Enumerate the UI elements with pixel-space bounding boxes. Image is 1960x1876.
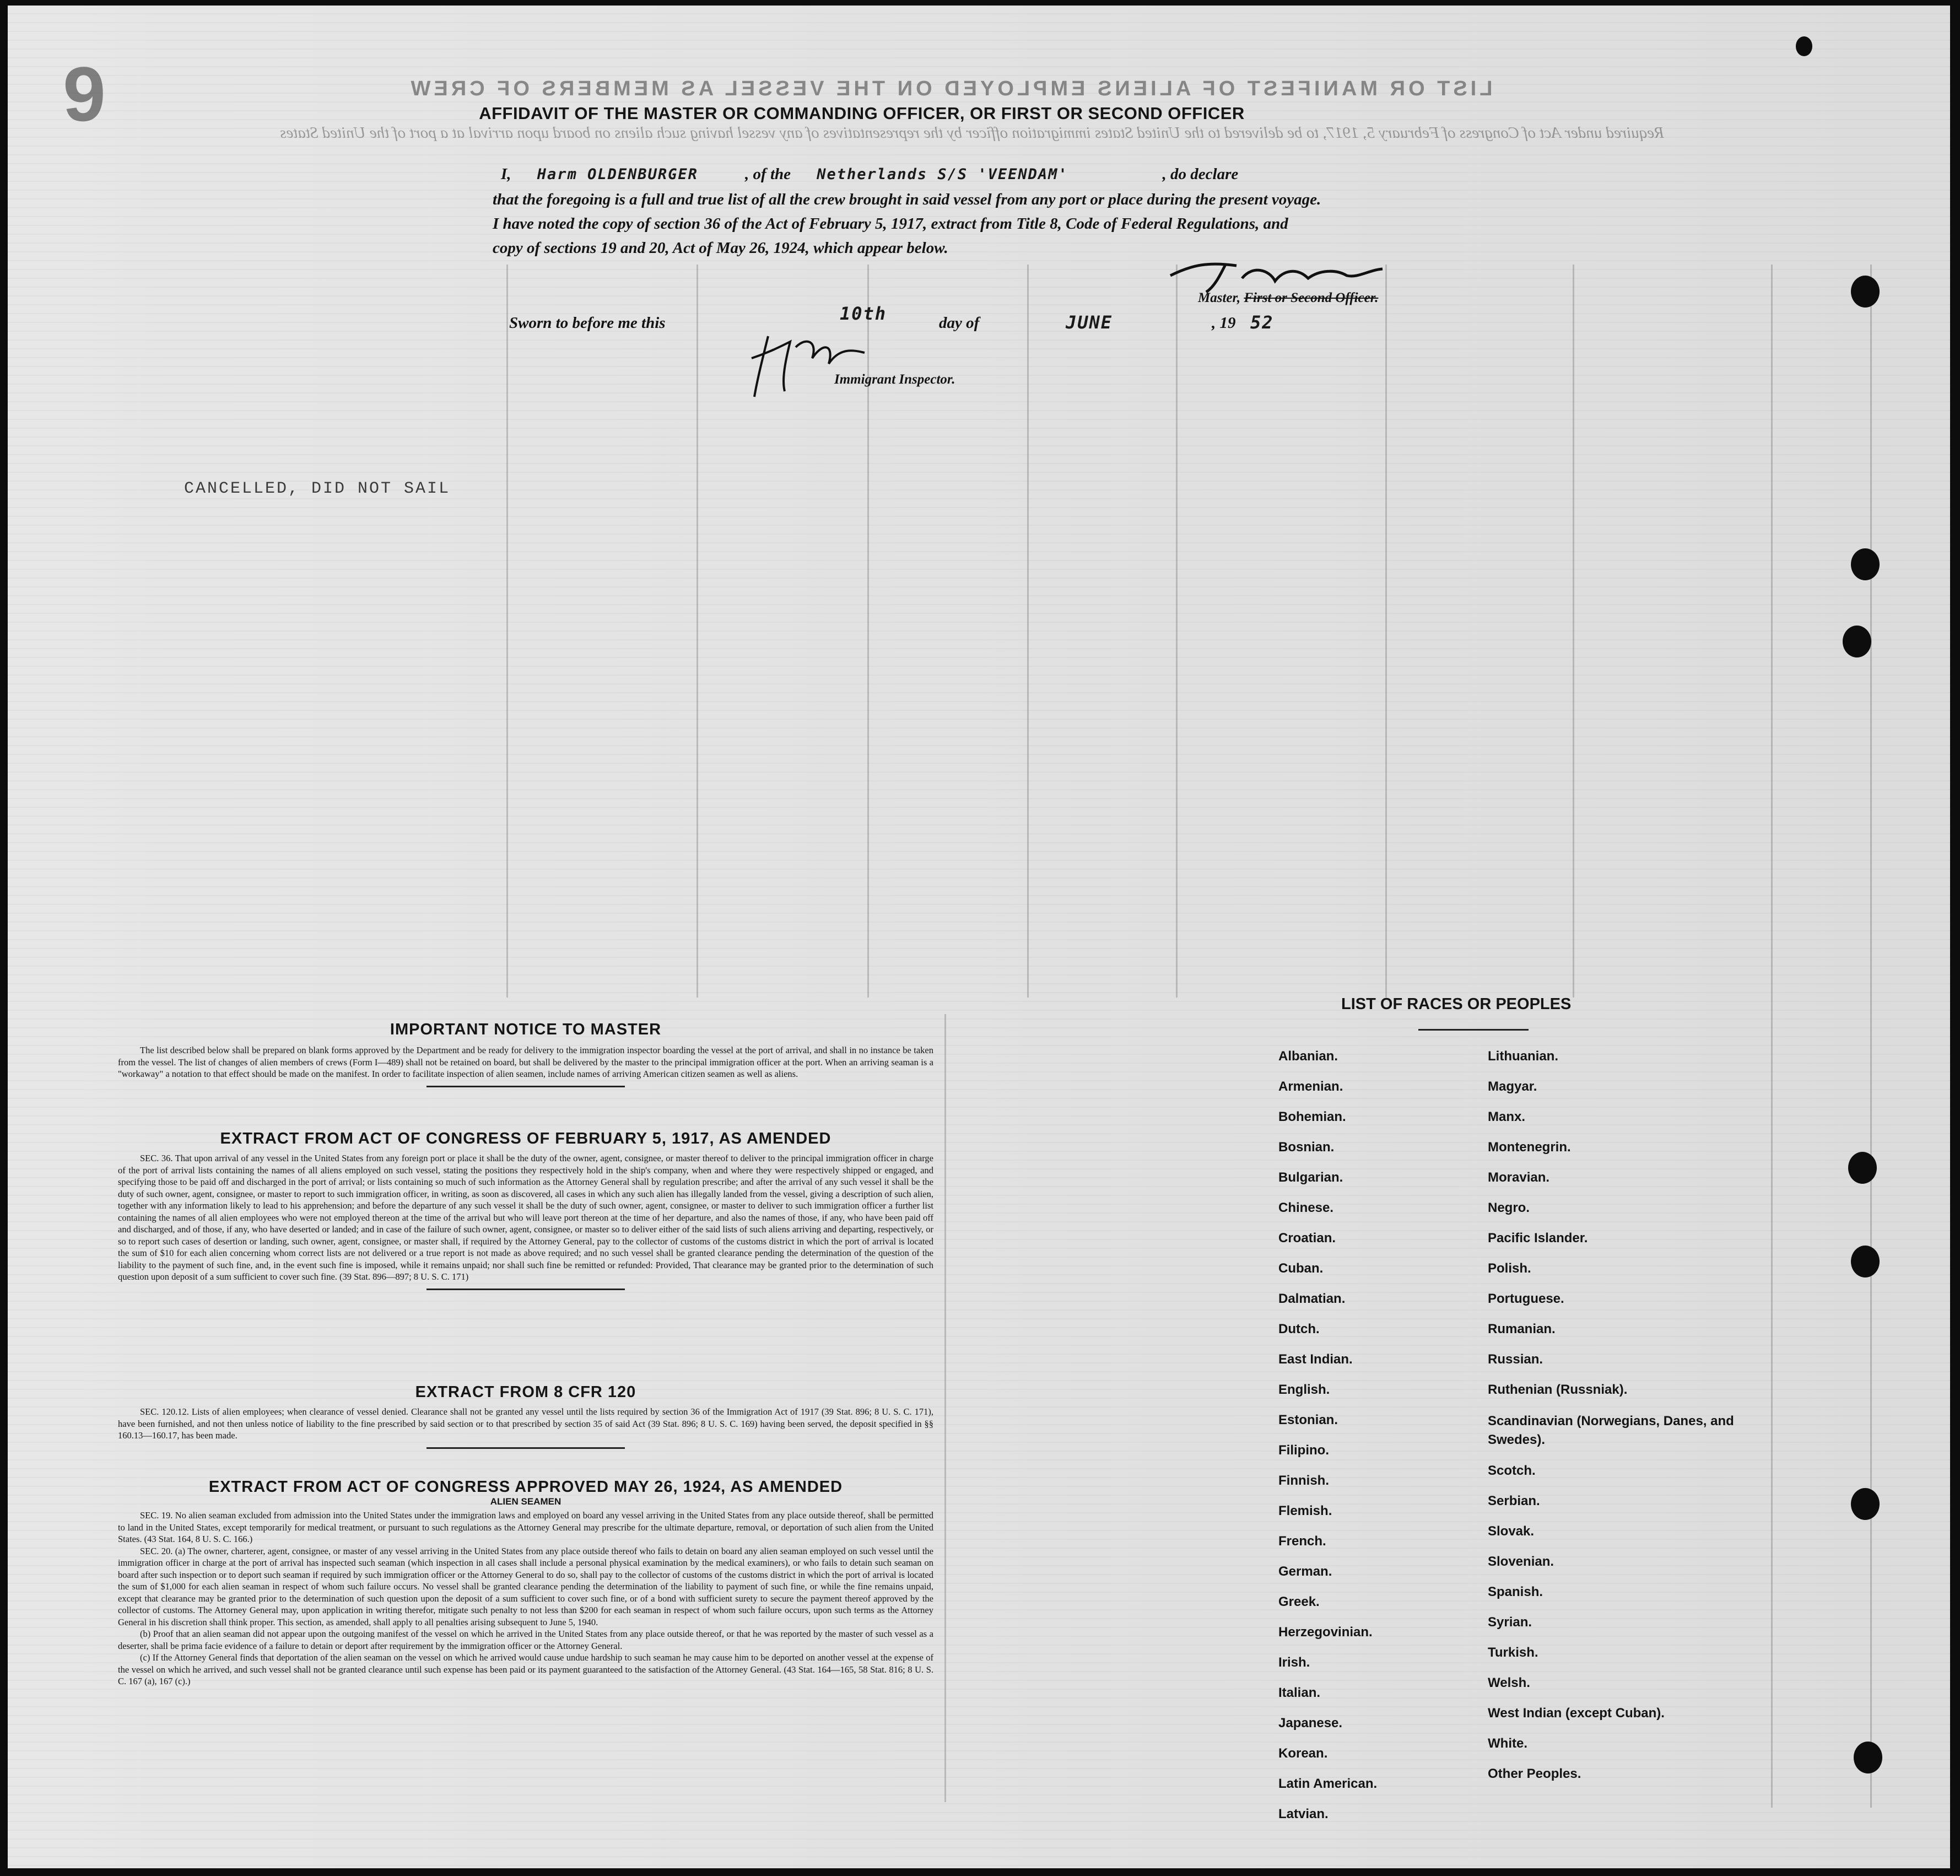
race-item: Finnish.	[1278, 1473, 1329, 1488]
column-rule	[944, 1014, 946, 1802]
race-item: Rumanian.	[1488, 1322, 1556, 1336]
race-item: Other Peoples.	[1488, 1766, 1581, 1781]
race-item: Portuguese.	[1488, 1291, 1564, 1306]
races-right-column	[1488, 1048, 1763, 1796]
punch-hole	[1851, 1488, 1880, 1520]
sworn-year-handwritten: 52	[1250, 312, 1274, 333]
punch-hole	[1851, 276, 1880, 308]
extract-cfr	[118, 1383, 933, 1453]
punch-hole	[1854, 1742, 1882, 1773]
race-item: Albanian.	[1278, 1049, 1338, 1064]
race-item: Chinese.	[1278, 1200, 1334, 1215]
mirrored-subheader-bleed: Required under Act of Congress of February 5, 1917, to be delivered to the United States immigration officer by the representatives of any vessel having such aliens on board upon arrival at a port of the United States	[280, 124, 1664, 142]
inspector-signature	[746, 325, 873, 402]
race-item: Cuban.	[1278, 1261, 1324, 1276]
affidavit-i: I,	[501, 165, 511, 183]
notice-to-master	[118, 1021, 933, 1092]
race-item: Italian.	[1278, 1685, 1321, 1700]
race-item: Scotch.	[1488, 1463, 1536, 1478]
extract-1924-sec19: SEC. 19. No alien seaman excluded from admission into the United States under the immigration laws and employed on board any vessel arriving in the United States from any place outside thereof, shall be permitted to land in the United States, except temporarily for medical treatment, or pursuant to such regulations as the Attorney General may prescribe for the ultimate departure, removal, or deportation of such alien from the United States. (43 Stat. 164, 8 U. S. C. 166.)	[118, 1510, 933, 1544]
races-left-column	[1278, 1048, 1377, 1836]
race-item: Irish.	[1278, 1655, 1310, 1670]
affidavit-line-3: I have noted the copy of section 36 of the Act of February 5, 1917, extract from Title 8, Code of Federal Regulations, and	[493, 215, 1288, 233]
extract-1924-subheading: ALIEN SEAMEN	[490, 1496, 561, 1507]
extract-1917-body: SEC. 36. That upon arrival of any vessel in the United States from any foreign port or place it shall be the duty of the owner, agent, consignee, or master thereof to deliver to the principal immigration officer in charge of the port of arrival lists containing the names of all aliens employed on such vessel, stating the positions they respectively hold in the ship's company, when and where they were respectively shipped or engaged, and specifying those to be paid off and discharged in the port of arrival; or lists containing so much of such information as the Attorney General shall by regulation prescribe; and after the arrival of any such vessel it shall be the duty of such owner, agent, consignee, or master to report to such immigration officer, in writing, as soon as discovered, all cases in which any such alien has illegally landed from the vessel, giving a description of such alien, together with any information likely to lead to his apprehension; and before the departure of any such vessel it shall be the duty of such owner, agent, consignee, or master to deliver to such immigration officer a further list containing the names of all alien employees who were not employed thereon at the time of the arrival but who will leave port thereon at the time of her departure, and also the names of those, if any, who have been paid off and discharged, and of those, if any, who have deserted or landed; and in case of the failure of such owner, agent, consignee, or master so to deliver either of the said lists of such aliens arriving and departing, respectively, or so to report such cases of desertion or landing, such owner, agent, consignee, or master shall, if required by the Attorney General, pay to the collector of customs of the customs district in which the port of arrival is located the sum of $10 for each alien concerning whom correct lists are not delivered or a true report is not made as above required; and no such vessel shall be granted clearance pending the determination of the question of the liability to the payment of such fine, and, in the event such fine is imposed, while it remains unpaid; nor shall such fine be remitted or refunded: Provided, That clearance may be granted prior to the determination of such question upon deposit of a sum sufficient to cover such fine. (39 Stat. 896—897; 8 U. S. C. 171)	[118, 1153, 933, 1282]
sworn-day-handwritten: 10th	[840, 303, 887, 324]
extract-1924-sec20a: SEC. 20. (a) The owner, charterer, agent, consignee, or master of any vessel arriving in the United States from any place outside thereof who fails to detain on board any alien seaman employed on such vessel until the immigration officer in charge at the port of arrival has inspected such seaman (which inspection in all cases shall include a personal physical examination by the medical examiners), or who fails to detain such seaman on board after such inspection or to deport such seaman if required by such immigration officer or the Attorney General to do so, shall pay to the collector of customs of the customs district in which the port of arrival is located the sum of $1,000 for each alien seaman in respect of whom such failure occurs. No vessel shall be granted clearance pending the determination of the liability to payment of such fine, or while the fine remains unpaid, except that clearance may be granted prior to the determination of such question upon the deposit of a sum sufficient to cover such fine, or of a bond with sufficient surety to secure the payment thereof approved by the collector of customs. The Attorney General may, upon application in writing therefor, mitigate such penalty to not less than $200 for each seaman in respect of whom such failure occurs, upon such terms as the Attorney General in his discretion shall think proper. This section, as amended, shall apply to all penalties arising subsequent to June 5, 1940.	[118, 1545, 933, 1627]
manifest-sheet	[8, 6, 1950, 1868]
race-item: Scandinavian (Norwegians, Danes, and Swedes).	[1488, 1414, 1734, 1447]
punch-hole	[1848, 1152, 1877, 1184]
race-item: Dalmatian.	[1278, 1291, 1346, 1306]
race-item: French.	[1278, 1534, 1326, 1549]
race-item: Japanese.	[1278, 1716, 1343, 1731]
race-item: Magyar.	[1488, 1079, 1537, 1094]
race-item: Slovak.	[1488, 1524, 1535, 1539]
vessel-name-handwritten: Netherlands S/S 'VEENDAM'	[817, 166, 1068, 183]
race-item: Turkish.	[1488, 1645, 1538, 1660]
race-item: Spanish.	[1488, 1584, 1543, 1599]
race-item: Welsh.	[1488, 1675, 1530, 1690]
section-divider	[426, 1289, 625, 1290]
punch-hole	[1851, 1246, 1880, 1277]
race-item: Korean.	[1278, 1746, 1328, 1761]
race-item: Pacific Islander.	[1488, 1231, 1588, 1246]
punch-hole	[1843, 626, 1871, 657]
race-item: English.	[1278, 1382, 1330, 1397]
affidavit-of-the: , of the	[745, 165, 791, 183]
extract-cfr-body: SEC. 120.12. Lists of alien employees; when clearance of vessel denied. Clearance shall not be granted any vessel until the lists required by section 36 of the Immigration Act of 1917 (39 Stat. 896; 8 U. S. C. 171), have been furnished, and not then unless notice of liability to the fine prescribed by said section or to that prescribed by section 35 of said Act (39 Stat. 896; 8 U. S. C. 169) having been served, the deposit specified in §§ 160.13—160.17, has been made.	[118, 1406, 933, 1441]
master-label-kept: Master,	[1198, 290, 1241, 305]
affidavit-line-4: copy of sections 19 and 20, Act of May 26, 1924, which appear below.	[493, 239, 948, 257]
sheet-number-bleed: 9	[63, 51, 106, 137]
sworn-day-of: day of	[939, 314, 980, 332]
extract-1917	[118, 1130, 933, 1295]
master-signature	[1159, 254, 1391, 295]
race-item: White.	[1488, 1736, 1527, 1751]
races-title: LIST OF RACES OR PEOPLES	[1341, 995, 1572, 1013]
race-item: Serbian.	[1488, 1494, 1540, 1508]
extract-1924-sec20c: (c) If the Attorney General finds that deportation of the alien seaman on the vessel on which he arrived would cause undue hardship to such seaman he may cause him to be deported on another vessel at the expense of the vessel on which he arrived, and such vessel shall not be granted clearance until such expense has been paid or its payment guaranteed to the satisfaction of the Attorney General. (43 Stat. 164—165, 58 Stat. 816; 8 U. S. C. 167 (a), 167 (c).)	[118, 1652, 933, 1686]
race-item: Herzegovinian.	[1278, 1625, 1373, 1640]
affidavit-line-1	[501, 165, 1482, 184]
sworn-prefix: Sworn to before me this	[509, 314, 666, 332]
cancelled-stamp: CANCELLED, DID NOT SAIL	[184, 479, 451, 498]
affidavit-title: AFFIDAVIT OF THE MASTER OR COMMANDING OFFICER, OR FIRST OR SECOND OFFICER	[479, 104, 1245, 123]
race-item: Russian.	[1488, 1352, 1543, 1367]
master-name-handwritten: Harm OLDENBURGER	[537, 166, 698, 183]
column-rule	[1176, 265, 1178, 998]
race-item: East Indian.	[1278, 1352, 1353, 1367]
punch-hole	[1796, 36, 1812, 56]
race-item: Ruthenian (Russniak).	[1488, 1382, 1628, 1397]
race-item: Negro.	[1488, 1200, 1530, 1215]
extract-cfr-heading: EXTRACT FROM 8 CFR 120	[415, 1383, 636, 1401]
column-rule	[1771, 265, 1773, 1808]
races-divider	[1418, 1029, 1529, 1031]
extract-1924-sec20b: (b) Proof that an alien seaman did not appear upon the outgoing manifest of the vessel on which he arrived in the United States from any place outside thereof, or that he was reported by the master of such vessel as a deserter, shall be prima facie evidence of a failure to detain or deport after requirement by the immigration officer or the Attorney General.	[118, 1629, 933, 1651]
inspector-label: Immigrant Inspector.	[834, 372, 955, 387]
extract-1924-heading: EXTRACT FROM ACT OF CONGRESS APPROVED MAY 26, 1924, AS AMENDED	[208, 1478, 843, 1496]
race-item: Montenegrin.	[1488, 1140, 1571, 1155]
section-divider	[426, 1086, 625, 1087]
race-item: Estonian.	[1278, 1413, 1338, 1427]
punch-hole	[1851, 548, 1880, 580]
extract-1924	[118, 1478, 933, 1688]
column-rule	[1385, 265, 1387, 998]
race-item: Polish.	[1488, 1261, 1531, 1276]
sworn-year-prefix: , 19	[1212, 314, 1236, 332]
race-item: Latvian.	[1278, 1807, 1329, 1821]
notice-body: The list described below shall be prepared on blank forms approved by the Department and be ready for delivery to the immigration inspector boarding the vessel at the port of arrival, and shall in no instance be taken from the vessel. The list of changes of alien members of crews (Form I—489) shall not be retained on board, but shall be delivered by the master to the principal immigration officer at the port. When an arriving seaman is a "workaway" a notation to that effect should be made on the manifest. In order to facilitate inspection of alien seamen, include names of arriving American citizen seamen as well as aliens.	[118, 1045, 933, 1079]
race-item: Syrian.	[1488, 1615, 1532, 1630]
column-rule	[1870, 265, 1872, 1808]
race-item: Armenian.	[1278, 1079, 1343, 1094]
affidavit-line-2: that the foregoing is a full and true list of all the crew brought in said vessel from any port or place during the present voyage.	[493, 191, 1321, 208]
master-title-label	[1198, 290, 1378, 306]
race-item: Croatian.	[1278, 1231, 1336, 1246]
race-item: Slovenian.	[1488, 1554, 1554, 1569]
race-item: Bosnian.	[1278, 1140, 1335, 1155]
master-label-struck: First or Second Officer.	[1244, 290, 1379, 305]
race-item: Greek.	[1278, 1594, 1320, 1609]
mirrored-header-bleed: LIST OR MANIFEST OF ALIENS EMPLOYED ON THE VESSEL AS MEMBERS OF CREW	[407, 77, 1493, 100]
race-item: Moravian.	[1488, 1170, 1550, 1185]
race-item: West Indian (except Cuban).	[1488, 1706, 1665, 1721]
section-divider	[426, 1447, 625, 1449]
race-item: Lithuanian.	[1488, 1049, 1558, 1064]
notice-heading: IMPORTANT NOTICE TO MASTER	[390, 1021, 662, 1038]
column-rule	[696, 265, 698, 998]
race-item: Latin American.	[1278, 1776, 1378, 1791]
column-rule	[1027, 265, 1029, 998]
race-item: German.	[1278, 1564, 1332, 1579]
race-item: Bulgarian.	[1278, 1170, 1343, 1185]
race-item: Manx.	[1488, 1109, 1526, 1124]
race-item: Filipino.	[1278, 1443, 1329, 1458]
race-item: Bohemian.	[1278, 1109, 1346, 1124]
extract-1917-heading: EXTRACT FROM ACT OF CONGRESS OF FEBRUARY 5, 1917, AS AMENDED	[220, 1130, 831, 1147]
race-item: Flemish.	[1278, 1503, 1332, 1518]
sworn-month-handwritten: JUNE	[1066, 312, 1113, 333]
column-rule	[506, 265, 508, 998]
column-rule	[1573, 265, 1574, 998]
race-item: Dutch.	[1278, 1322, 1320, 1336]
affidavit-do-declare: , do declare	[1162, 165, 1239, 183]
